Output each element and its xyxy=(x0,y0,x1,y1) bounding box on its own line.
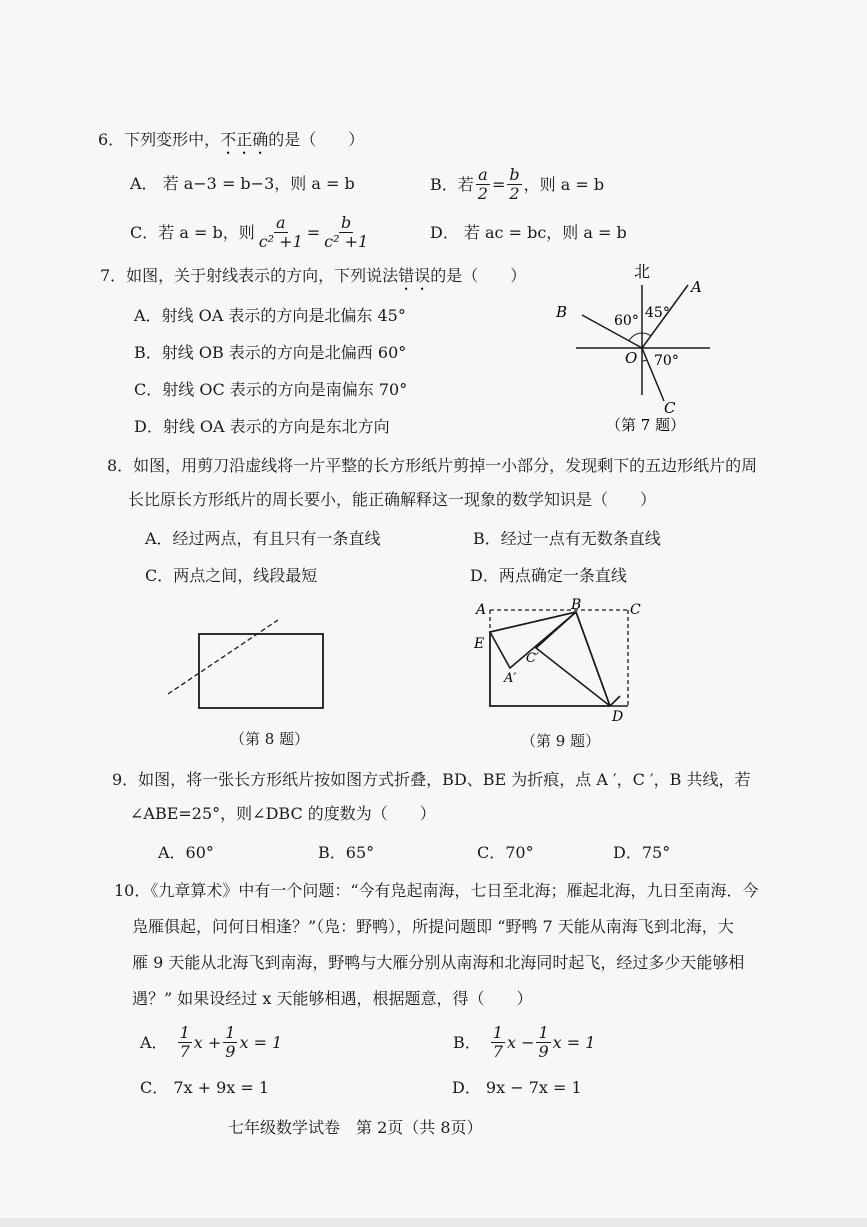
q10-option-b-fraction-2: $\frac{1}{9}$ xyxy=(538,1023,549,1061)
q6-option-c-fraction-2: $\frac{b}{\text{c² +1}}$ xyxy=(324,213,369,251)
q6-option-b-fraction-2: $\frac{b}{2}$ xyxy=(509,165,520,203)
q6-option-b-pre: 若 xyxy=(457,174,474,194)
q8-option-d: D．两点确定一条直线 xyxy=(470,566,627,585)
q7-caption: （第 7 题） xyxy=(606,416,686,434)
q10-option-a-mid: x + xyxy=(193,1032,222,1052)
q7-stem-emphasis: 错误 xyxy=(398,266,431,285)
q7-arc-60 xyxy=(629,333,642,341)
q6-stem-suffix: 的是（ ） xyxy=(268,130,365,149)
q8-rectangle xyxy=(199,634,323,708)
q7-arc-45 xyxy=(642,333,651,336)
q7-direction-figure xyxy=(556,255,730,440)
q10-stem-line-2: 凫雁俱起，问何日相逢？”（凫：野鸭），所提问题即 “野鸭 7 天能从南海飞到北海，大 xyxy=(132,917,734,936)
q10-option-d: D． 9x − 7x = 1 xyxy=(452,1078,582,1097)
q7-stem-prefix: 7．如图，关于射线表示的方向，下列说法 xyxy=(100,266,399,285)
q9-stem-line-1: 9．如图，将一张长方形纸片按如图方式折叠，BD、BE 为折痕，点 A ′，C ′，B 共线，若 xyxy=(112,770,751,789)
q8-option-b: B．经过一点有无数条直线 xyxy=(473,529,661,548)
q7-option-a: A．射线 OA 表示的方向是北偏东 45° xyxy=(134,306,406,325)
q9-option-c: C．70° xyxy=(477,843,534,862)
q6-option-c-pre: 若 a = b，则 xyxy=(158,222,255,242)
q6-option-b-eq: = xyxy=(491,174,506,194)
q9-solid-bottom-left xyxy=(490,632,610,706)
q6-option-b-post: ，则 a = b xyxy=(523,174,605,194)
q10-option-b-fraction-1: $\frac{1}{7}$ xyxy=(492,1023,503,1061)
q8-stem-line-1: 8．如图，用剪刀沿虚线将一片平整的长方形纸片剪掉一小部分，发现剩下的五边形纸片的周 xyxy=(107,456,758,475)
q8-option-a: A．经过两点，有且只有一条直线 xyxy=(145,529,381,548)
q10-stem-line-1: 10．《九章算术》中有一个问题：“今有凫起南海，七日至北海；雁起北海，九日至南海．今 xyxy=(114,881,759,900)
q9-label-c: C xyxy=(630,602,641,618)
q9-folded-flap-c xyxy=(536,612,628,706)
q7-option-c: C．射线 OC 表示的方向是南偏东 70° xyxy=(134,380,408,399)
q8-caption: （第 8 题） xyxy=(230,730,310,748)
q10-option-a-post: x = 1 xyxy=(239,1032,283,1052)
q10-option-a-label: A． xyxy=(140,1032,168,1052)
q8-option-c: C．两点之间，线段最短 xyxy=(145,566,318,585)
q8-stem-line-2: 长比原长方形纸片的周长要小，能正确解释这一现象的数学知识是（ ） xyxy=(128,490,657,509)
q9-option-b: B．65° xyxy=(318,843,375,862)
q7-label-a: A xyxy=(691,278,702,296)
q6-option-c-fraction-1: $\frac{a}{\text{c² +1}}$ xyxy=(258,213,303,251)
q7-option-d: D．射线 OA 表示的方向是东北方向 xyxy=(134,417,390,436)
q6-option-b xyxy=(430,166,604,203)
q9-label-b: B xyxy=(571,597,582,613)
q8-cut-line xyxy=(168,620,278,694)
q10-option-a-fraction-1: $\frac{1}{7}$ xyxy=(179,1023,190,1061)
q7-label-c: C xyxy=(664,399,676,417)
q10-stem-line-3: 雁 9 天能从北海飞到南海，野鸭与大雁分别从南海和北海同时起飞，经过多少天能够相 xyxy=(132,953,745,972)
q6-option-b-fraction-1: $\frac{a}{2}$ xyxy=(477,165,488,203)
q9-label-a: A xyxy=(476,602,487,618)
q7-angle-70: 70° xyxy=(654,353,679,369)
q10-option-a-fraction-2: $\frac{1}{9}$ xyxy=(225,1023,236,1061)
q7-stem-suffix: 的是（ ） xyxy=(430,266,527,285)
q9-flap-tip xyxy=(610,696,620,706)
q10-option-b-post: x = 1 xyxy=(552,1032,596,1052)
q10-stem-line-4: 遇？” 如果设经过 x 天能够相遇，根据题意，得（ ） xyxy=(132,989,533,1008)
q9-label-c-prime: C′ xyxy=(526,651,539,666)
q10-option-a xyxy=(140,1024,282,1061)
q9-caption: （第 9 题） xyxy=(521,732,601,750)
q10-option-c: C． 7x + 9x = 1 xyxy=(140,1078,270,1097)
q9-label-e: E xyxy=(474,636,485,652)
q6-option-c xyxy=(130,214,372,251)
page-footer: 七年级数学试卷 第 2页（共 8页） xyxy=(228,1118,483,1137)
q6-option-d: D． 若 ac = bc，则 a = b xyxy=(430,223,627,242)
q6-option-b-label: B． xyxy=(430,174,458,194)
q10-option-b xyxy=(453,1024,595,1061)
q7-angle-45: 45° xyxy=(645,305,670,321)
q6-stem-emphasis: 不正确 xyxy=(220,130,269,149)
q7-label-b: B xyxy=(556,303,568,321)
q10-option-b-mid: x − xyxy=(506,1032,535,1052)
q7-stem xyxy=(100,266,526,294)
q7-option-b: B．射线 OB 表示的方向是北偏西 60° xyxy=(134,343,407,362)
scan-bottom-edge xyxy=(0,1218,867,1227)
q9-folding-figure xyxy=(470,596,650,726)
q9-stem-line-2: ∠ABE=25°，则∠DBC 的度数为（ ） xyxy=(130,804,436,823)
q6-stem xyxy=(98,130,364,158)
q7-angle-60: 60° xyxy=(614,313,639,329)
q6-option-c-label: C． xyxy=(130,222,159,242)
q9-option-a: A．60° xyxy=(158,843,214,862)
q7-north-label: 北 xyxy=(634,262,651,281)
q6-option-a: A． 若 a−3 = b−3，则 a = b xyxy=(130,174,355,193)
q6-option-c-eq: = xyxy=(306,222,321,242)
q9-label-d: D xyxy=(612,709,624,725)
q9-option-d: D．75° xyxy=(613,843,671,862)
q10-option-b-label: B． xyxy=(453,1032,481,1052)
q9-label-a-prime: A′ xyxy=(504,671,517,686)
q7-label-o: O xyxy=(625,349,638,367)
q8-rectangle-figure xyxy=(160,610,340,710)
q6-stem-prefix: 6．下列变形中， xyxy=(98,130,221,149)
